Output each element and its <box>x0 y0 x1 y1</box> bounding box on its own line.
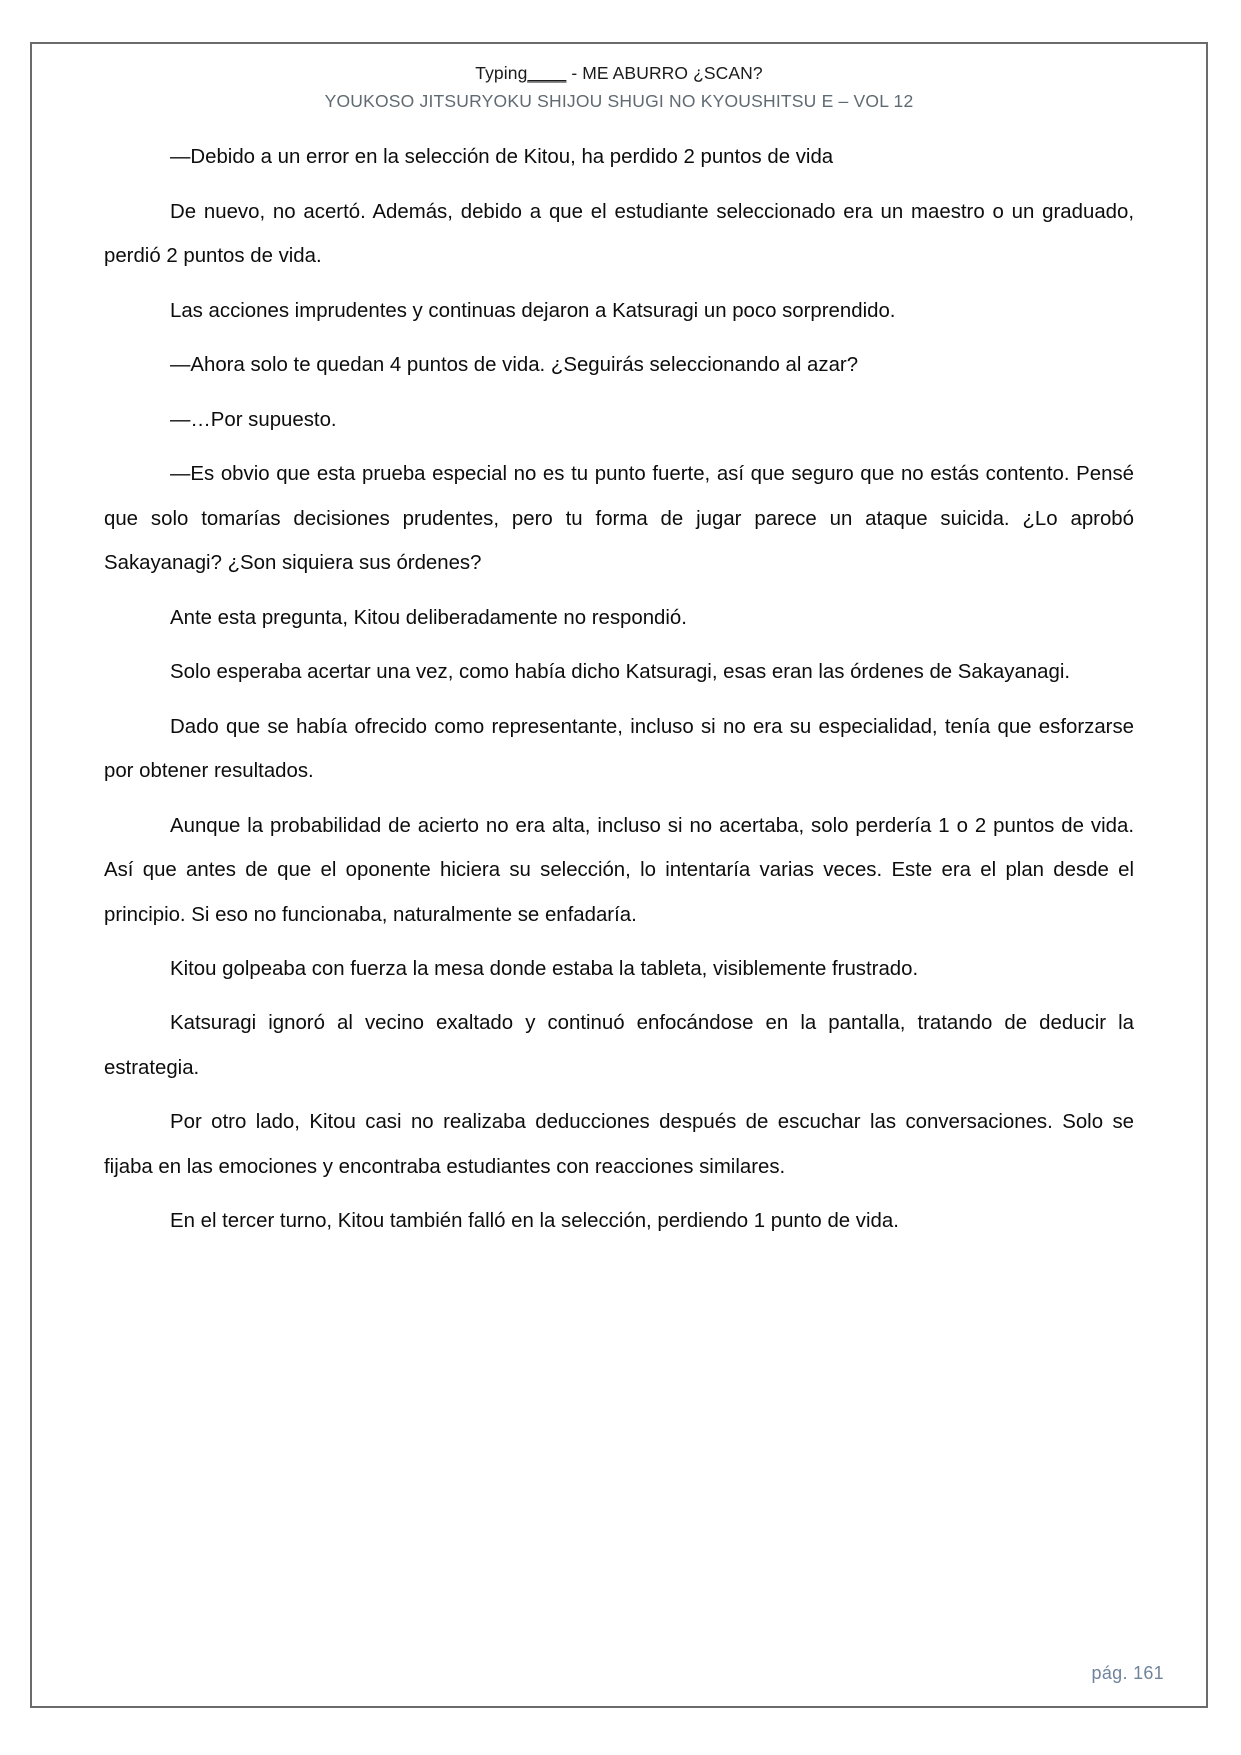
paragraph: Katsuragi ignoró al vecino exaltado y continuó enfocándose en la pantalla, tratando de deducir la estrategia. <box>104 1012 1140 1079</box>
paragraph: Ante esta pregunta, Kitou deliberadamente no respondió. <box>170 606 687 629</box>
paragraph: Las acciones imprudentes y continuas dejaron a Katsuragi un poco sorprendido. <box>170 299 896 322</box>
header-title-prefix: Typing <box>475 63 528 83</box>
paragraph: De nuevo, no acertó. Además, debido a que el estudiante seleccionado era un maestro o un graduado, perdió 2 puntos de vida. <box>104 200 1140 268</box>
paragraph: Aunque la probabilidad de acierto no era alta, incluso si no acertaba, solo perdería 1 o 2 puntos de vida. Así que antes de que el oponente hiciera su selección, lo intentaría varias veces. Este era el plan desde el principio. Si eso no funcionaba, naturalmente se enfadaría. <box>104 814 1140 926</box>
header-title <box>32 62 1206 86</box>
header-title-suffix: - ME ABURRO ¿SCAN? <box>566 63 763 83</box>
paragraph: —…Por supuesto. <box>170 408 337 431</box>
page-content-area <box>32 44 1206 1706</box>
paragraph: En el tercer turno, Kitou también falló en la selección, perdiendo 1 punto de vida. <box>170 1210 899 1233</box>
document-page <box>30 42 1208 1708</box>
paragraph: —Es obvio que esta prueba especial no es tu punto fuerte, así que seguro que no estás contento. Pensé que solo tomarías decisiones prudentes, pero tu forma de jugar parece un ataque suicida. ¿Lo aprobó Sakayanagi? ¿Son siquiera sus órdenes? <box>104 463 1140 575</box>
header-subtitle: YOUKOSO JITSURYOKU SHIJOU SHUGI NO KYOUSHITSU E – VOL 12 <box>324 90 914 111</box>
paragraph: Dado que se había ofrecido como representante, incluso si no era su especialidad, tenía que esforzarse por obtener resultados. <box>104 715 1140 783</box>
paragraph: —Debido a un error en la selección de Kitou, ha perdido 2 puntos de vida <box>170 146 834 169</box>
paragraph: —Ahora solo te quedan 4 puntos de vida. ¿Seguirás seleccionando al azar? <box>170 354 859 377</box>
paragraph: Solo esperaba acertar una vez, como había dicho Katsuragi, esas eran las órdenes de Sakayanagi. <box>170 661 1071 684</box>
body-text-block <box>32 113 1206 1244</box>
paragraph: Por otro lado, Kitou casi no realizaba deducciones después de escuchar las conversaciones. Solo se fijaba en las emociones y encontraba estudiantes con reacciones similares. <box>104 1111 1140 1178</box>
paragraph: Kitou golpeaba con fuerza la mesa donde estaba la tableta, visiblemente frustrado. <box>170 958 919 980</box>
page-header <box>32 44 1206 113</box>
header-title-blank: ____ <box>527 63 567 83</box>
page-number-footer: pág. 161 <box>1091 1663 1164 1683</box>
